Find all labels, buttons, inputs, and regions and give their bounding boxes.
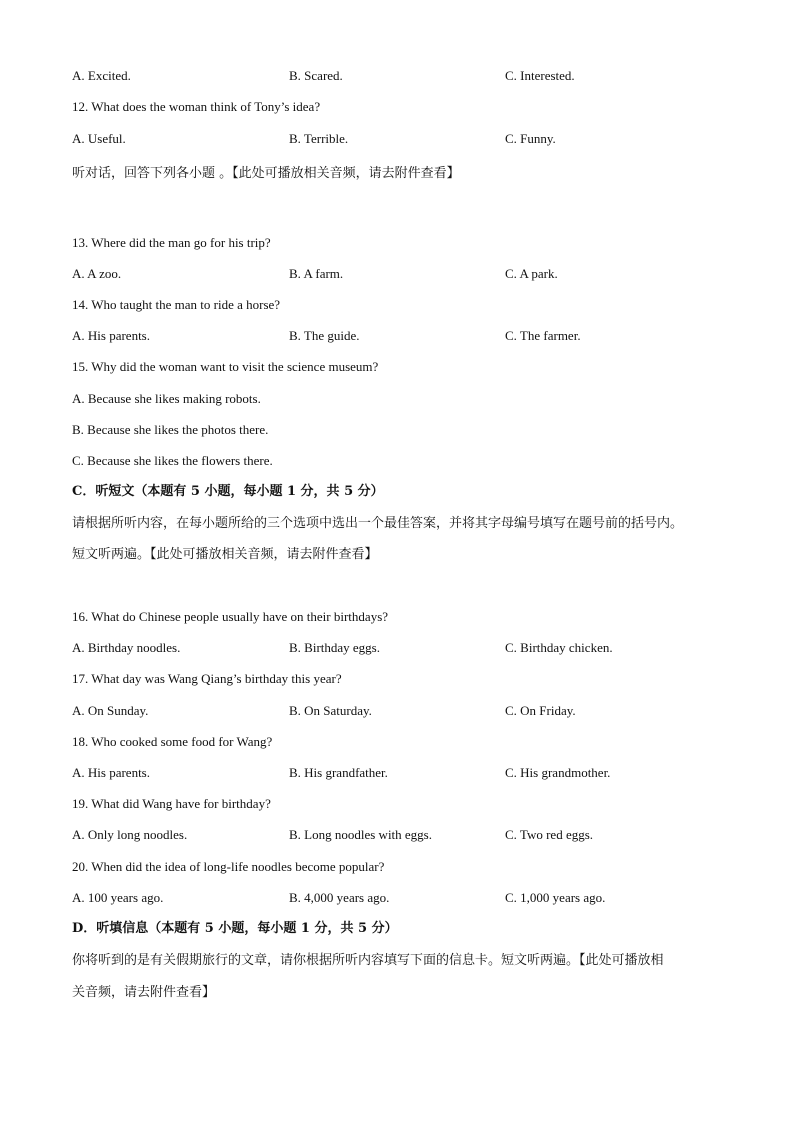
q16-question: 16. What do Chinese people usually have on their birthdays? xyxy=(72,609,389,624)
q12-option-b: B. Terrible. xyxy=(289,131,349,146)
q17-option-b: B. On Saturday. xyxy=(289,703,372,718)
section-c-instruction-1: 请根据所听内容，在每小题所给的三个选项中选出一个最佳答案，并将其字母编号填写在题号前的括号内。 xyxy=(72,516,684,531)
section-c-instruction-2: 短文听两遍。【此处可播放相关音频，请去附件查看】 xyxy=(72,547,378,562)
q11-option-c: C. Interested. xyxy=(505,68,575,83)
q14-option-b: B. The guide. xyxy=(289,328,360,343)
q17-option-c: C. On Friday. xyxy=(505,703,576,718)
q17-option-a: A. On Sunday. xyxy=(72,703,149,718)
q14-option-c: C. The farmer. xyxy=(505,328,581,343)
q20-option-c: C. 1,000 years ago. xyxy=(505,890,606,905)
q15-option-c: C. Because she likes the flowers there. xyxy=(72,453,273,468)
q12-option-a: A. Useful. xyxy=(72,131,126,146)
q13-question: 13. Where did the man go for his trip? xyxy=(72,235,271,250)
q15-option-b: B. Because she likes the photos there. xyxy=(72,422,269,437)
q20-question: 20. When did the idea of long-life noodles become popular? xyxy=(72,859,385,874)
section-d-instruction-1: 你将听到的是有关假期旅行的文章，请你根据所听内容填写下面的信息卡。短文听两遍。【此处可播放相 xyxy=(72,953,664,968)
q11-option-a: A. Excited. xyxy=(72,68,131,83)
section-d-instruction-2: 关音频，请去附件查看】 xyxy=(72,985,216,1000)
q19-option-b: B. Long noodles with eggs. xyxy=(289,827,432,842)
q11-option-b: B. Scared. xyxy=(289,68,343,83)
q16-option-b: B. Birthday eggs. xyxy=(289,640,380,655)
q20-option-a: A. 100 years ago. xyxy=(72,890,164,905)
q14-option-a: A. His parents. xyxy=(72,328,150,343)
q18-option-c: C. His grandmother. xyxy=(505,765,611,780)
dialogue-instruction: 听对话，回答下列各小题 。【此处可播放相关音频，请去附件查看】 xyxy=(72,166,460,181)
q17-question: 17. What day was Wang Qiang’s birthday this year? xyxy=(72,671,342,686)
q13-option-a: A. A zoo. xyxy=(72,266,122,281)
q12-question: 12. What does the woman think of Tony’s idea? xyxy=(72,99,321,114)
q16-option-c: C. Birthday chicken. xyxy=(505,640,613,655)
q15-option-a: A. Because she likes making robots. xyxy=(72,391,261,406)
q19-question: 19. What did Wang have for birthday? xyxy=(72,796,271,811)
q18-question: 18. Who cooked some food for Wang? xyxy=(72,734,273,749)
q13-option-b: B. A farm. xyxy=(289,266,344,281)
q20-option-b: B. 4,000 years ago. xyxy=(289,890,390,905)
q18-option-b: B. His grandfather. xyxy=(289,765,388,780)
q19-option-a: A. Only long noodles. xyxy=(72,827,188,842)
q13-option-c: C. A park. xyxy=(505,266,558,281)
q18-option-a: A. His parents. xyxy=(72,765,150,780)
q12-option-c: C. Funny. xyxy=(505,131,556,146)
q16-option-a: A. Birthday noodles. xyxy=(72,640,181,655)
q14-question: 14. Who taught the man to ride a horse? xyxy=(72,297,281,312)
q15-question: 15. Why did the woman want to visit the science museum? xyxy=(72,359,379,374)
section-c-heading: C．听短文（本题有 5 小题，每小题 1 分，共 5 分） xyxy=(72,484,384,499)
section-d-heading: D．听填信息（本题有 5 小题，每小题 1 分，共 5 分） xyxy=(72,921,398,936)
q19-option-c: C. Two red eggs. xyxy=(505,827,594,842)
